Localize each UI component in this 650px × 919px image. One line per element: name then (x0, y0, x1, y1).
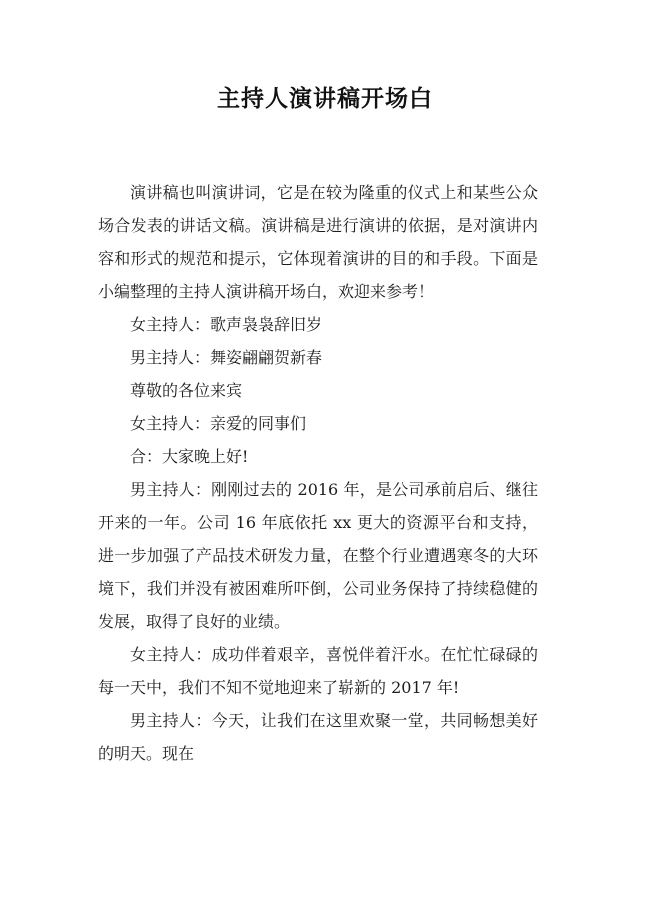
dialogue-line: 男主持人：舞姿翩翩贺新春 (130, 348, 323, 367)
dialogue-line: 尊敬的各位来宾 (130, 381, 243, 400)
document-body (98, 176, 538, 770)
dialogue-line: 女主持人：歌声袅袅辞旧岁 (130, 315, 323, 334)
dialogue-paragraph: 男主持人：今天，让我们在这里欢聚一堂，共同畅想美好的明天。现在 (98, 711, 538, 763)
dialogue-line: 合：大家晚上好! (130, 447, 249, 466)
dialogue-paragraph: 女主持人：成功伴着艰辛，喜悦伴着汗水。在忙忙碌碌的每一天中，我们不知不觉地迎来了崭新的 2017 年! (98, 645, 538, 697)
intro-paragraph: 演讲稿也叫演讲词，它是在较为隆重的仪式上和某些公众场合发表的讲话文稿。演讲稿是进行演讲的依据，是对演讲内容和形式的规范和提示，它体现着演讲的目的和手段。下面是小编整理的主持人演讲稿开场白，欢迎来参考！ (98, 183, 538, 301)
dialogue-line: 女主持人：亲爱的同事们 (130, 414, 307, 433)
dialogue-paragraph: 男主持人：刚刚过去的 2016 年，是公司承前启后、继往开来的一年。公司 16 年底依托 xx 更大的资源平台和支持，进一步加强了产品技术研发力量，在整个行业遭遇寒冬的大环境下，我们并没有被困难所吓倒，公司业务保持了持续稳健的发展，取得了良好的业绩。 (98, 480, 538, 631)
document-title: 主持人演讲稿开场白 (217, 85, 433, 112)
